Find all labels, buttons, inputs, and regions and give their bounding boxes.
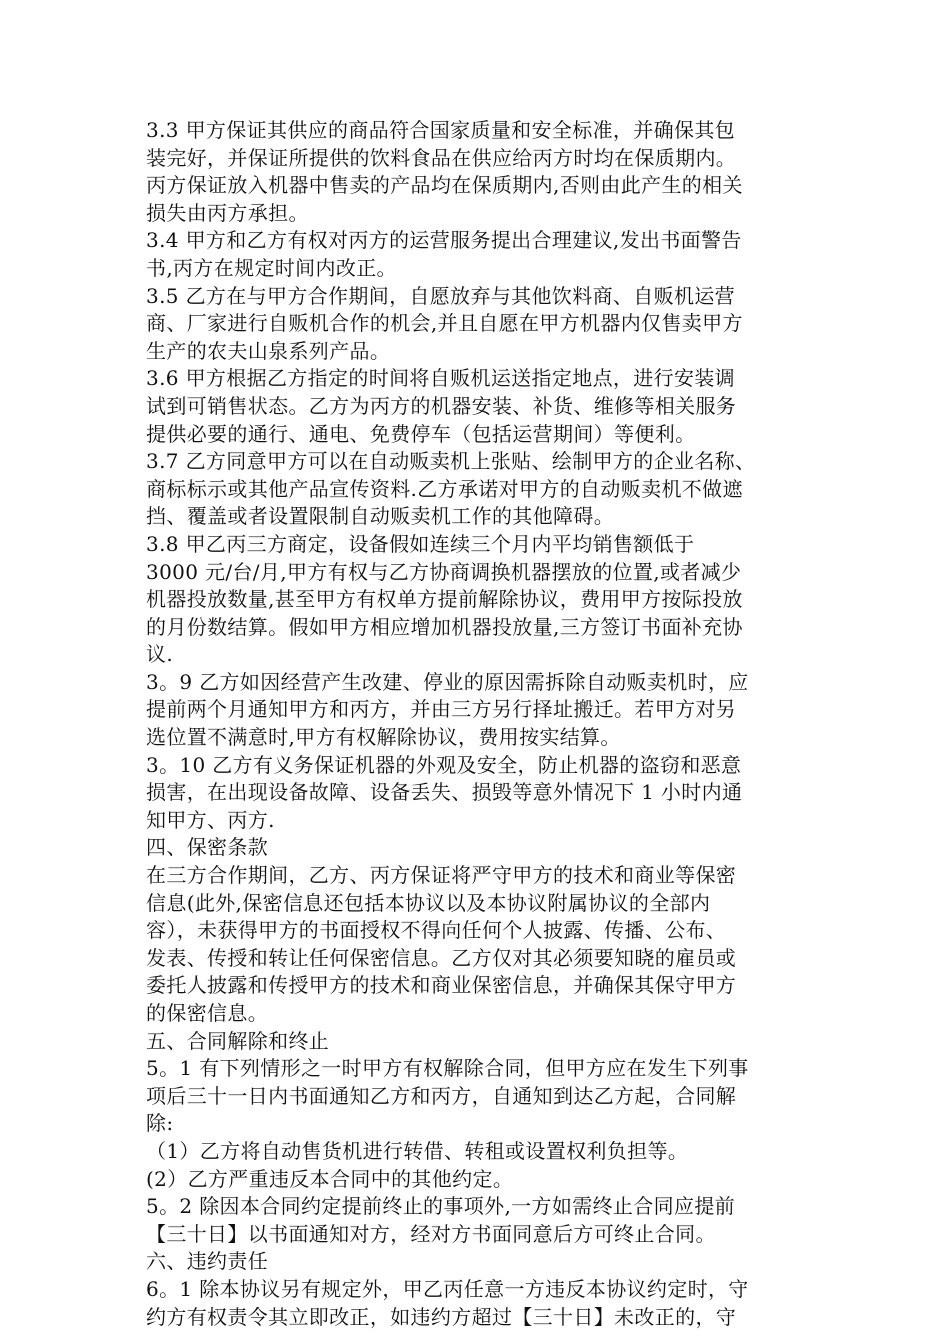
text-line: 3.8 甲乙丙三方商定，设备假如连续三个月内平均销售额低于 <box>146 531 695 556</box>
text-line: 3000 元/台/月,甲方有权与乙方协商调换机器摆放的位置,或者减少 <box>146 559 742 584</box>
text-line: （1）乙方将自动售货机进行转借、转租或设置权利负担等。 <box>146 1138 689 1163</box>
text-line: 3.6 甲方根据乙方指定的时间将自贩机运送指定地点，进行安装调 <box>146 366 736 391</box>
text-line: 丙方保证放入机器中售卖的产品均在保质期内,否则由此产生的相关 <box>146 173 743 198</box>
text-line: 试到可销售状态。乙方为丙方的机器安装、补货、维修等相关服务 <box>146 393 737 418</box>
text-line: 商标标示或其他产品宣传资料.乙方承诺对甲方的自动贩卖机不做遮 <box>146 476 743 501</box>
text-line: 议. <box>146 642 174 667</box>
text-line: 损失由丙方承担。 <box>146 200 309 225</box>
text-line: 生产的农夫山泉系列产品。 <box>146 338 391 363</box>
text-line: 3。9 乙方如因经营产生改建、停业的原因需拆除自动贩卖机时，应 <box>146 669 749 694</box>
text-line: 3.5 乙方在与甲方合作期间，自愿放弃与其他饮料商、自贩机运营 <box>146 283 736 308</box>
text-line: 选位置不满意时,甲方有权解除协议，费用按实结算。 <box>146 725 621 750</box>
text-line: 机器投放数量,甚至甲方有权单方提前解除协议，费用甲方按际投放 <box>146 587 743 612</box>
text-line: 的保密信息。 <box>146 1001 269 1025</box>
text-line: 约方有权责令其立即改正，如违约方超过【三十日】未改正的，守 <box>146 1304 737 1329</box>
text-line: (2）乙方严重违反本合同中的其他约定。 <box>146 1166 514 1191</box>
text-line: 知甲方、丙方. <box>146 807 275 832</box>
text-line: 5。1 有下列情形之一时甲方有权解除合同，但甲方应在发生下列事 <box>146 1056 749 1081</box>
text-line: 委托人披露和传授甲方的技术和商业保密信息，并确保其保守甲方 <box>146 973 737 998</box>
section-heading: 六、违约责任 <box>146 1249 269 1274</box>
text-line: 提前两个月通知甲方和丙方，并由三方另行择址搬迁。若甲方对另 <box>146 697 737 722</box>
text-line: 书,丙方在规定时间内改正。 <box>146 255 397 280</box>
text-line: 信息(此外,保密信息还包括本协议以及本协议附属协议的全部内 <box>146 890 711 915</box>
text-line: 除: <box>146 1111 174 1136</box>
text-line: 3.4 甲方和乙方有权对丙方的运营服务提出合理建议,发出书面警告 <box>146 228 742 253</box>
text-line: 5。2 除因本合同约定提前终止的事项外,一方如需终止合同应提前 <box>146 1194 736 1219</box>
text-line: 【三十日】以书面通知对方，经对方书面同意后方可终止合同。 <box>146 1221 716 1246</box>
text-line: 容），未获得甲方的书面授权不得向任何个人披露、传播、公布、 <box>146 918 727 943</box>
text-line: 商、厂家进行自贩机合作的机会,并且自愿在甲方机器内仅售卖甲方 <box>146 311 743 336</box>
section-heading: 五、合同解除和终止 <box>146 1028 330 1053</box>
text-line: 3.7 乙方同意甲方可以在自动贩卖机上张贴、绘制甲方的企业名称、 <box>146 449 756 474</box>
text-line: 挡、覆盖或者设置限制自动贩卖机工作的其他障碍。 <box>146 504 615 529</box>
text-line: 提供必要的通行、通电、免费停车（包括运营期间）等便利。 <box>146 421 696 446</box>
text-line: 6。1 除本协议另有规定外，甲乙丙任意一方违反本协议约定时，守 <box>146 1276 749 1301</box>
text-line: 发表、传授和转让任何保密信息。乙方仅对其必须要知晓的雇员或 <box>146 945 737 970</box>
text-line: 项后三十一日内书面通知乙方和丙方，自通知到达乙方起，合同解 <box>146 1083 737 1108</box>
text-line: 3.3 甲方保证其供应的商品符合国家质量和安全标准，并确保其包 <box>146 118 736 142</box>
text-line: 损害，在出现设备故障、设备丢失、损毁等意外情况下 1 小时内通 <box>146 780 743 805</box>
text-line: 在三方合作期间，乙方、丙方保证将严守甲方的技术和商业等保密 <box>146 863 737 888</box>
contract-text-body <box>146 117 816 1331</box>
text-line: 3。10 乙方有义务保证机器的外观及安全，防止机器的盗窃和恶意 <box>146 752 742 777</box>
section-heading: 四、保密条款 <box>146 835 269 860</box>
text-line: 的月份数结算。假如甲方相应增加机器投放量,三方签订书面补充协 <box>146 614 743 639</box>
text-line: 装完好，并保证所提供的饮料食品在供应给丙方时均在保质期内。 <box>146 145 737 170</box>
